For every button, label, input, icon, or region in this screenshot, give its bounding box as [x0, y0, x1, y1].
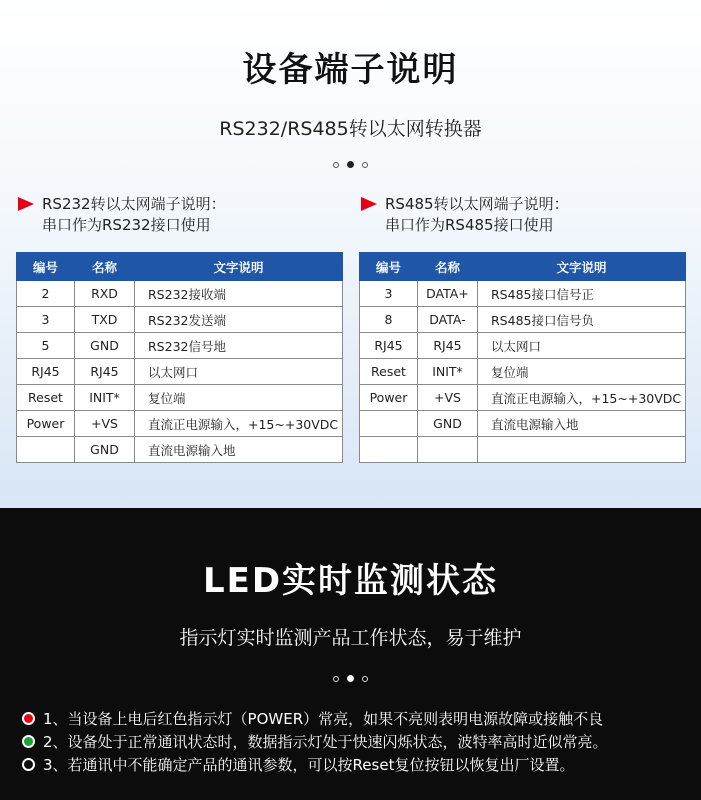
cell-number: Reset	[17, 385, 75, 411]
dot-indicator	[333, 676, 339, 682]
rs485-heading	[385, 194, 569, 236]
cell-name: GND	[418, 411, 478, 437]
led-item-text: 3、若通讯中不能确定产品的通讯参数，可以按Reset复位按钮以恢复出厂设置。	[43, 755, 575, 774]
cell-number: 2	[17, 281, 75, 307]
section-title: 设备端子说明	[242, 50, 459, 90]
cell-description: 以太网口	[135, 359, 343, 385]
table-row	[17, 333, 343, 359]
cell-number: 8	[360, 307, 418, 333]
cell-name: RJ45	[75, 359, 135, 385]
off-led-icon	[22, 758, 35, 771]
cell-number: Power	[17, 411, 75, 437]
led-item-reset	[22, 754, 574, 774]
cell-description: 直流正电源输入，+15~+30VDC	[135, 411, 343, 437]
cell-description	[478, 437, 686, 463]
cell-name: RJ45	[418, 333, 478, 359]
cell-description: 复位端	[478, 359, 686, 385]
table-row	[360, 281, 686, 307]
cell-number: Power	[360, 385, 418, 411]
cell-name: DATA+	[418, 281, 478, 307]
led-section-title: LED实时监测状态	[202, 561, 499, 601]
table-header-row	[17, 253, 343, 281]
cell-description: RS485接口信号负	[478, 307, 686, 333]
column-header: 文字说明	[135, 253, 343, 281]
dot-indicator	[362, 676, 368, 682]
cell-name: GND	[75, 437, 135, 463]
cell-number: Reset	[360, 359, 418, 385]
cell-name: INIT*	[75, 385, 135, 411]
cell-name: TXD	[75, 307, 135, 333]
table-row	[17, 411, 343, 437]
cell-description: RS232接收端	[135, 281, 343, 307]
cell-name: +VS	[418, 385, 478, 411]
table-row	[17, 385, 343, 411]
dot-indicator	[333, 162, 339, 168]
cell-name: DATA-	[418, 307, 478, 333]
cell-number	[360, 411, 418, 437]
rs485-heading-note: 串口作为RS485接口使用	[385, 216, 554, 234]
rs485-heading-title: RS485转以太网端子说明：	[385, 195, 569, 213]
table-row	[17, 437, 343, 463]
table-row	[17, 359, 343, 385]
table-row	[360, 437, 686, 463]
cell-name	[418, 437, 478, 463]
column-header: 编号	[360, 253, 418, 281]
rs232-heading-title: RS232转以太网端子说明：	[42, 195, 226, 213]
cell-description: RS232信号地	[135, 333, 343, 359]
led-item-text: 2、设备处于正常通讯状态时，数据指示灯处于快速闪烁状态，波特率高时近似常亮。	[43, 732, 608, 751]
cell-name: +VS	[75, 411, 135, 437]
cell-description: 直流电源输入地	[478, 411, 686, 437]
table-header-row	[360, 253, 686, 281]
column-header: 名称	[75, 253, 135, 281]
green-led-icon	[22, 735, 35, 748]
column-header: 名称	[418, 253, 478, 281]
product-subtitle: RS232/RS485转以太网转换器	[219, 118, 482, 140]
cell-number: 3	[360, 281, 418, 307]
led-item-data	[22, 731, 608, 751]
table-row	[360, 359, 686, 385]
red-arrow-icon	[361, 197, 377, 211]
column-header: 编号	[17, 253, 75, 281]
cell-number	[360, 437, 418, 463]
table-row	[360, 307, 686, 333]
dot-indicator	[362, 162, 368, 168]
dot-indicator-active	[347, 161, 354, 168]
rs232-heading	[42, 194, 226, 236]
red-arrow-icon	[18, 197, 34, 211]
table-row	[17, 307, 343, 333]
cell-number: 3	[17, 307, 75, 333]
cell-description: RS232发送端	[135, 307, 343, 333]
table-row	[360, 385, 686, 411]
cell-number: RJ45	[360, 333, 418, 359]
table-row	[360, 333, 686, 359]
rs485-terminal-table	[359, 252, 686, 463]
cell-number	[17, 437, 75, 463]
table-row	[360, 411, 686, 437]
carousel-dots	[0, 161, 701, 168]
cell-number: 5	[17, 333, 75, 359]
cell-name: GND	[75, 333, 135, 359]
cell-description: 以太网口	[478, 333, 686, 359]
led-section-subtitle: 指示灯实时监测产品工作状态，易于维护	[179, 627, 522, 649]
led-item-text: 1、当设备上电后红色指示灯（POWER）常亮，如果不亮则表明电源故障或接触不良	[43, 709, 604, 728]
led-item-power	[22, 708, 603, 728]
cell-name: INIT*	[418, 359, 478, 385]
cell-description: RS485接口信号正	[478, 281, 686, 307]
cell-description: 直流电源输入地	[135, 437, 343, 463]
dot-indicator-active	[347, 675, 354, 682]
cell-number: RJ45	[17, 359, 75, 385]
rs232-heading-note: 串口作为RS232接口使用	[42, 216, 211, 234]
table-row	[17, 281, 343, 307]
cell-name: RXD	[75, 281, 135, 307]
red-led-icon	[22, 712, 35, 725]
cell-description: 直流正电源输入，+15~+30VDC	[478, 385, 686, 411]
carousel-dots	[0, 675, 701, 682]
column-header: 文字说明	[478, 253, 686, 281]
cell-description: 复位端	[135, 385, 343, 411]
rs232-terminal-table	[16, 252, 343, 463]
